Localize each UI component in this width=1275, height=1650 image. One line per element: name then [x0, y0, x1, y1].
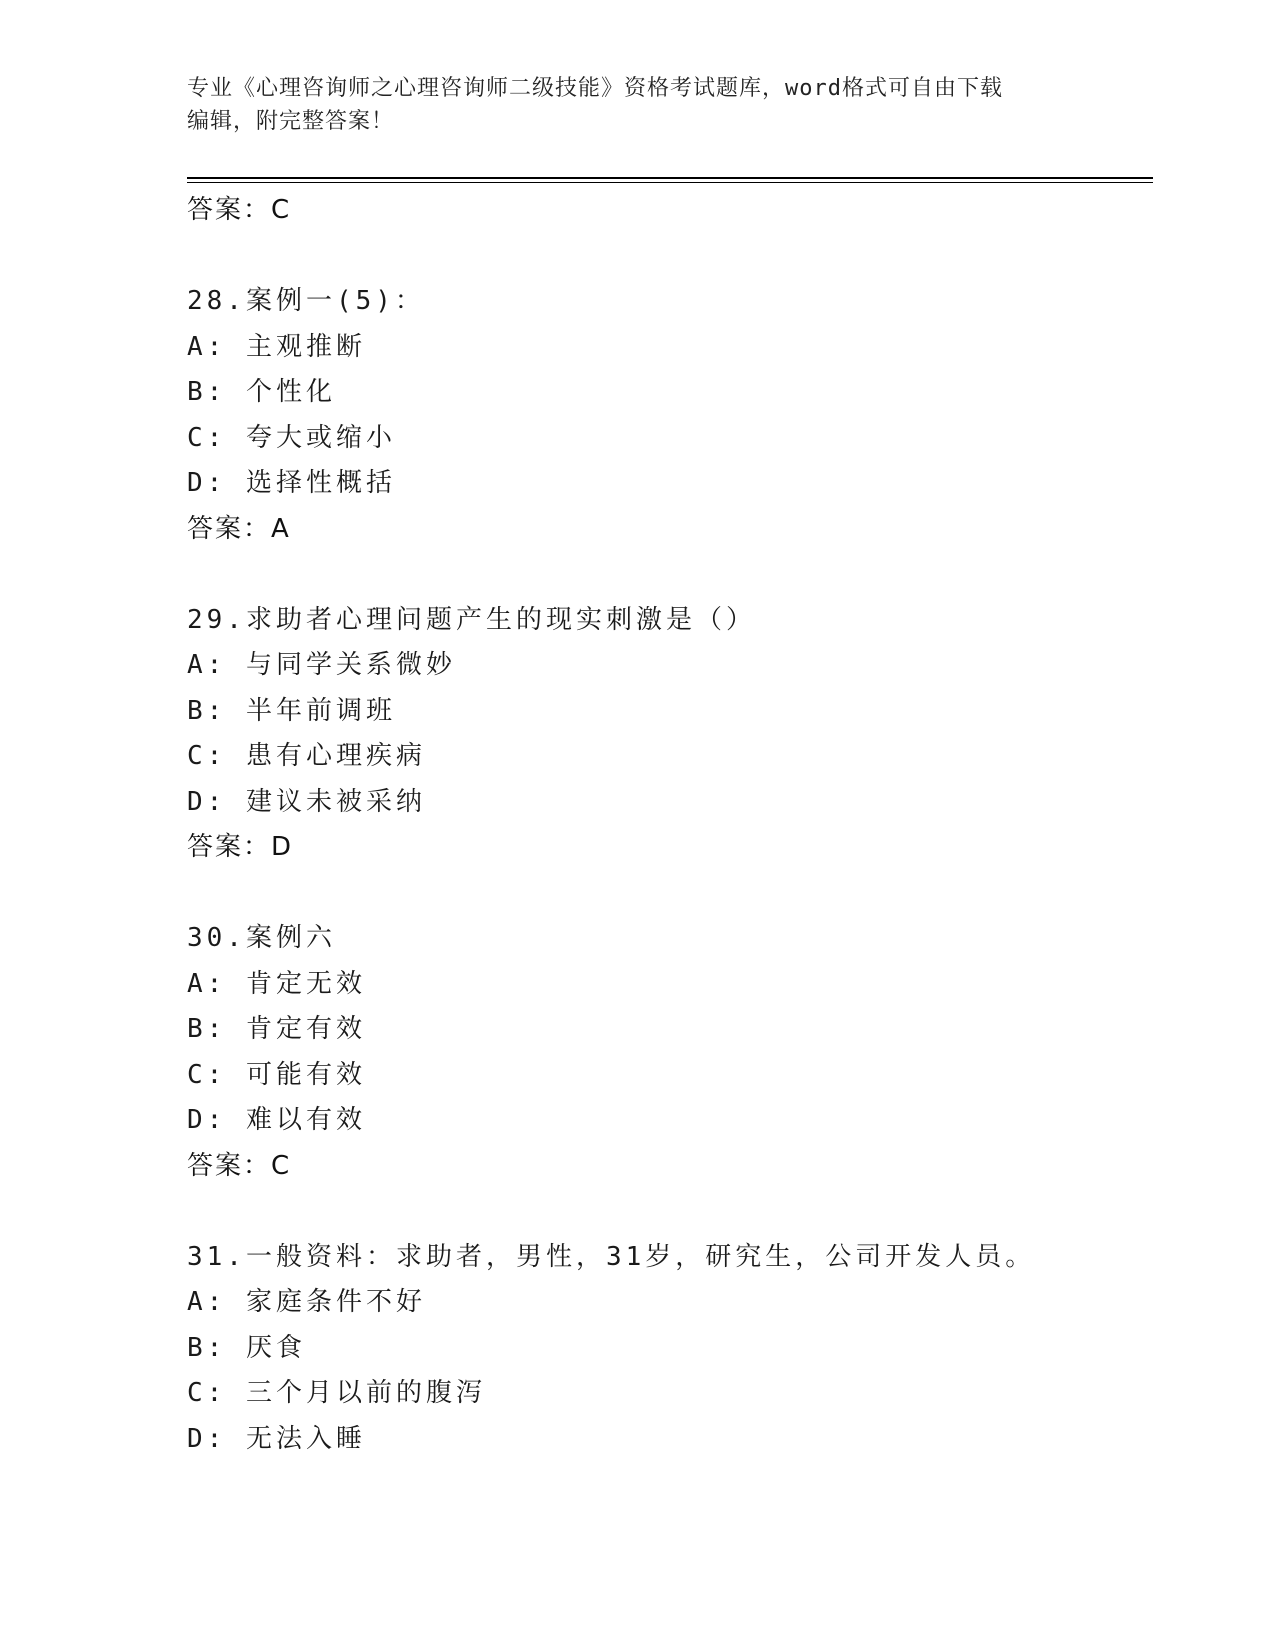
option-d: D: 选择性概括 — [187, 468, 396, 498]
question-30 — [187, 916, 1153, 1189]
answer-label: 答案：C — [187, 1150, 292, 1181]
header-rule-thin — [187, 182, 1153, 183]
spacer — [187, 1189, 1153, 1235]
option-b: B: 厌食 — [187, 1332, 306, 1363]
answer-label: 答案：A — [187, 513, 291, 544]
option-a: A: 肯定无效 — [187, 968, 366, 999]
spacer — [187, 234, 1153, 280]
option-c: C: 三个月以前的腹泻 — [187, 1378, 486, 1408]
spacer — [187, 871, 1153, 917]
option-a: A: 与同学关系微妙 — [187, 650, 456, 680]
option-a: A: 主观推断 — [187, 331, 366, 362]
answer-label: 答案：D — [187, 832, 294, 862]
option-b: B: 半年前调班 — [187, 695, 396, 726]
option-b: B: 个性化 — [187, 377, 336, 407]
header-line-1: 专业《心理咨询师之心理咨询师二级技能》资格考试题库，word格式可自由下载 — [187, 76, 1003, 101]
option-d: D: 难以有效 — [187, 1105, 366, 1135]
option-d: D: 无法入睡 — [187, 1423, 366, 1454]
document-header — [187, 72, 1067, 138]
question-stem: 30.案例六 — [187, 923, 336, 953]
header-line-2: 编辑，附完整答案！ — [187, 109, 395, 134]
question-28 — [187, 279, 1153, 552]
question-29 — [187, 598, 1153, 871]
question-stem: 28.案例一(5)： — [187, 286, 425, 316]
question-stem: 29.求助者心理问题产生的现实刺激是（） — [187, 604, 756, 635]
header-rule-thick — [187, 177, 1153, 179]
option-c: C: 患有心理疾病 — [187, 741, 426, 771]
option-d: D: 建议未被采纳 — [187, 786, 426, 817]
spacer — [187, 552, 1153, 598]
option-b: B: 肯定有效 — [187, 1014, 366, 1044]
question-list — [187, 188, 1153, 1462]
option-c: C: 可能有效 — [187, 1059, 366, 1090]
question-31 — [187, 1235, 1153, 1463]
option-c: C: 夸大或缩小 — [187, 422, 396, 453]
question-stem: 31.一般资料：求助者，男性，31岁，研究生，公司开发人员。 — [187, 1241, 1036, 1272]
option-a: A: 家庭条件不好 — [187, 1287, 426, 1317]
answer-label: 答案：C — [187, 195, 292, 225]
